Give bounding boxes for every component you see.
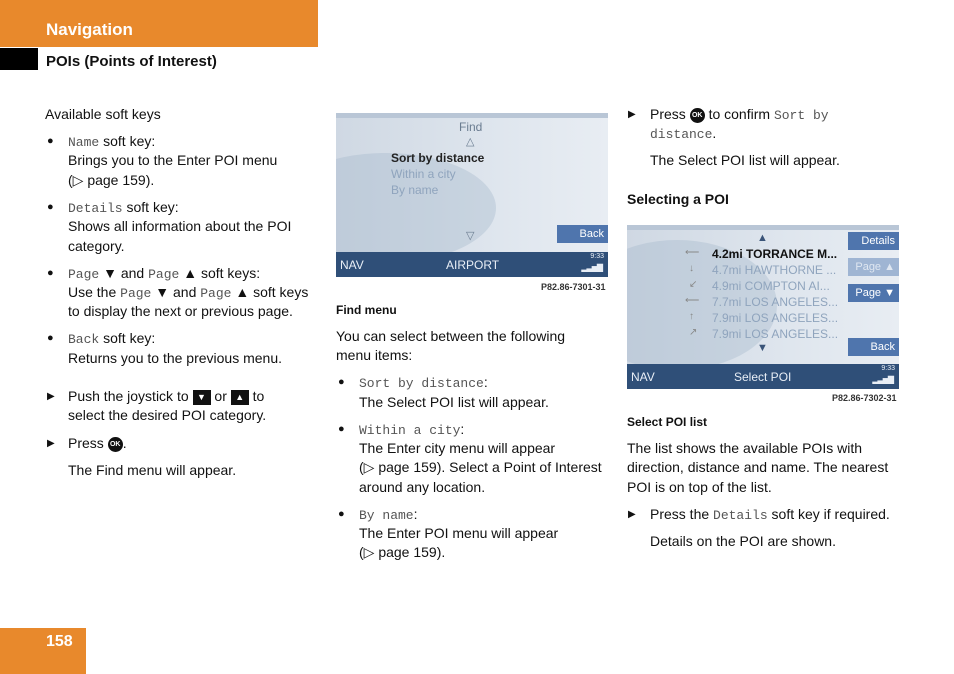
nav-label: NAV: [340, 258, 364, 272]
status-bar: [627, 364, 899, 389]
screen-top-strip: [336, 113, 608, 118]
details-softkey-desc: Shows all information about the POI: [68, 218, 292, 234]
scroll-up-icon: ▲: [757, 232, 768, 244]
poi-list-desc-3: POI is on top of the list.: [627, 479, 772, 495]
soft-keys-heading: Available soft keys: [45, 106, 161, 122]
name-softkey-desc: Brings you to the Enter POI menu: [68, 152, 278, 168]
figure-ref: P82.86-7302-31: [832, 393, 897, 403]
poi-item[interactable]: 4.2mi TORRANCE M...: [712, 247, 838, 261]
option-city-desc2: (▷ page 159). Select a Point of Interest: [359, 459, 602, 475]
poi-item[interactable]: 7.7mi LOS ANGELES...: [712, 295, 839, 309]
find-title: Find: [459, 120, 483, 134]
ok-button-icon: OK: [108, 437, 123, 452]
nav-label: NAV: [631, 370, 655, 384]
name-softkey-ref: (▷ page 159).: [68, 172, 155, 188]
option-name-line: By name:: [359, 506, 418, 523]
poi-item[interactable]: 7.9mi LOS ANGELES...: [712, 311, 839, 325]
find-item-city[interactable]: Within a city: [391, 167, 456, 181]
bullet-dot: ●: [47, 201, 54, 213]
option-city-desc: The Enter city menu will appear: [359, 440, 556, 456]
confirm-step-2: distance.: [650, 125, 717, 142]
clock-label: 9:33: [881, 365, 895, 372]
subsection-marker: [0, 48, 38, 70]
direction-arrow-icon: ⟵: [685, 295, 700, 306]
back-softkey[interactable]: Back: [848, 338, 899, 356]
step-arrow-icon: ▶: [47, 438, 55, 449]
intro-line-2: menu items:: [336, 347, 413, 363]
confirm-step: Press OK to confirm Sort by: [650, 106, 829, 123]
up-key-icon: ▲: [231, 390, 249, 405]
scroll-up-icon: △: [466, 136, 475, 148]
bullet-dot: ●: [338, 423, 345, 435]
option-sort-line: Sort by distance:: [359, 374, 488, 391]
details-softkey-desc2: category.: [68, 238, 125, 254]
select-poi-caption: Select POI list: [627, 415, 708, 429]
signal-icon: ▂▃▅▇: [872, 375, 893, 384]
step-arrow-icon: ▶: [628, 109, 636, 120]
option-name-desc: The Enter POI menu will appear: [359, 525, 559, 541]
find-menu-screen: [336, 113, 608, 277]
bullet-dot: ●: [338, 508, 345, 520]
bullet-dot: ●: [47, 135, 54, 147]
details-softkey[interactable]: Details: [848, 232, 899, 250]
location-label: AIRPORT: [446, 258, 500, 272]
ok-button-icon: OK: [690, 108, 705, 123]
back-softkey-desc: Returns you to the previous menu.: [68, 350, 283, 366]
scroll-down-icon: ▼: [757, 342, 768, 354]
joystick-step: Push the joystick to ▼ or ▲ to: [68, 388, 265, 404]
direction-arrow-icon: ↑: [689, 311, 694, 322]
page-softkeys-desc: Use the Page ▼ and Page ▲ soft keys: [68, 284, 309, 301]
bullet-dot: ●: [338, 376, 345, 388]
selecting-poi-heading: Selecting a POI: [627, 191, 729, 207]
poi-item[interactable]: 4.9mi COMPTON AI...: [712, 279, 830, 293]
direction-arrow-icon: ↓: [689, 263, 694, 274]
find-item-name[interactable]: By name: [391, 183, 439, 197]
poi-list-desc-1: The list shows the available POIs with: [627, 440, 862, 456]
joystick-step-2: select the desired POI category.: [68, 407, 267, 423]
scroll-down-icon: ▽: [466, 230, 475, 242]
poi-item[interactable]: 4.7mi HAWTHORNE ...: [712, 263, 837, 277]
section-title: Navigation: [46, 20, 133, 39]
poi-item[interactable]: 7.9mi LOS ANGELES...: [712, 327, 839, 341]
bullet-dot: ●: [47, 267, 54, 279]
screen-top-strip: [627, 225, 899, 230]
step-arrow-icon: ▶: [628, 509, 636, 520]
option-city-line: Within a city:: [359, 421, 465, 438]
down-key-icon: ▼: [193, 390, 211, 405]
find-item-sort[interactable]: Sort by distance: [391, 151, 485, 165]
option-name-desc2: (▷ page 159).: [359, 544, 446, 560]
page-number-tab: [0, 628, 86, 674]
option-city-desc3: around any location.: [359, 479, 486, 495]
details-step: Press the Details soft key if required.: [650, 506, 890, 523]
direction-arrow-icon: ⟵: [685, 247, 700, 258]
select-poi-result: The Select POI list will appear.: [650, 152, 840, 168]
intro-line-1: You can select between the following: [336, 328, 566, 344]
select-poi-screen: [627, 225, 899, 389]
status-bar: [336, 252, 608, 277]
clock-label: 9:33: [590, 253, 604, 260]
poi-list-desc-2: direction, distance and name. The nearest: [627, 459, 889, 475]
step-arrow-icon: ▶: [47, 391, 55, 402]
bullet-dot: ●: [47, 332, 54, 344]
details-result: Details on the POI are shown.: [650, 533, 836, 549]
page-number: 158: [46, 633, 73, 650]
details-softkey-line: Details soft key:: [68, 199, 179, 216]
back-softkey[interactable]: Back: [557, 225, 608, 243]
subsection-title: POIs (Points of Interest): [46, 53, 217, 70]
option-sort-desc: The Select POI list will appear.: [359, 394, 549, 410]
find-menu-result: The Find menu will appear.: [68, 462, 237, 478]
page-up-softkey[interactable]: Page ▲: [848, 258, 899, 276]
name-softkey-line: Name soft key:: [68, 133, 156, 150]
direction-arrow-icon: ↙: [689, 279, 698, 290]
page-softkeys-line: Page ▼ and Page ▲ soft keys:: [68, 265, 261, 282]
page-down-softkey[interactable]: Page ▼: [848, 284, 899, 302]
screen-name-label: Select POI: [734, 370, 792, 384]
find-menu-caption: Find menu: [336, 303, 397, 317]
page-softkeys-desc2: to display the next or previous page.: [68, 303, 293, 319]
back-softkey-line: Back soft key:: [68, 330, 156, 347]
signal-icon: ▂▃▅▇: [581, 263, 602, 272]
direction-arrow-icon: ↗: [689, 327, 698, 338]
figure-ref: P82.86-7301-31: [541, 282, 606, 292]
press-ok-step: Press OK .: [68, 435, 127, 451]
